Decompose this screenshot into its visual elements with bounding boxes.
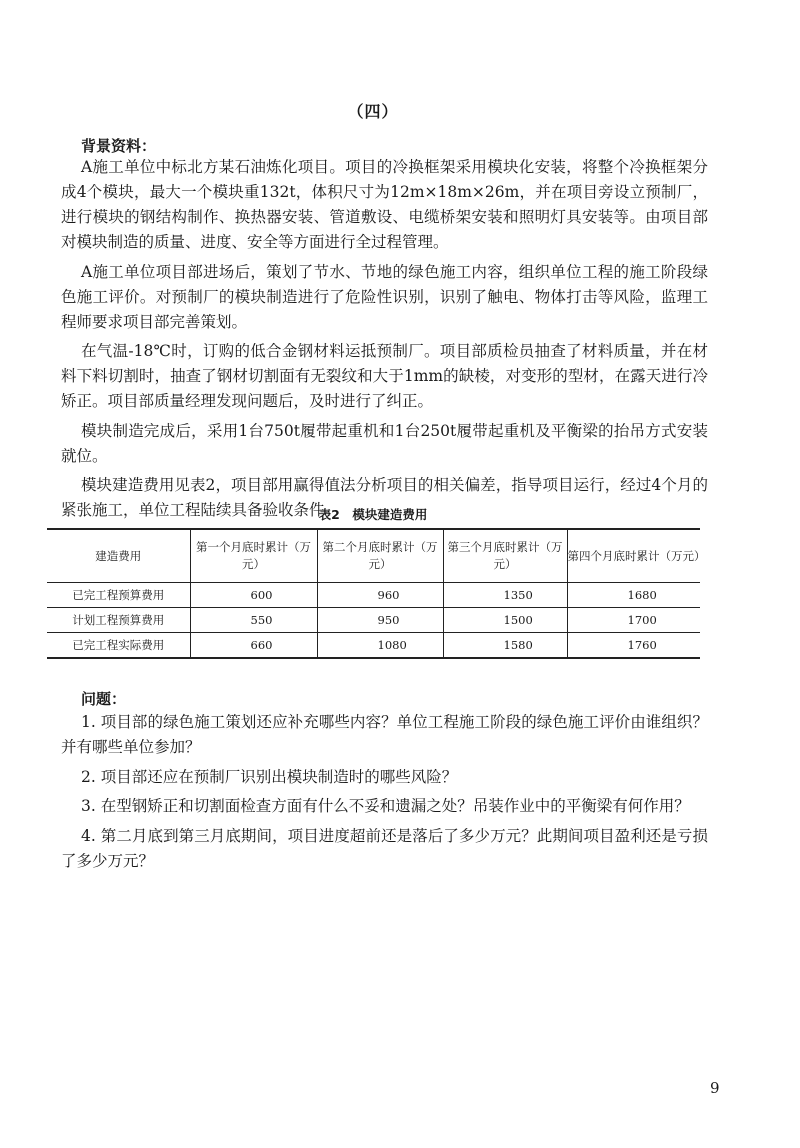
table-header-cell: 第二个月底时累计（万元） [317,529,443,583]
background-heading: 背景资料： [81,137,157,155]
table-cell: 660 [190,633,317,659]
table-cell: 960 [317,583,443,608]
table-cell: 1760 [567,633,700,659]
table-cell: 950 [317,608,443,633]
table-header-cell: 建造费用 [47,529,190,583]
question-item: 1. 项目部的绿色施工策划还应补充哪些内容？单位工程施工阶段的绿色施工评价由谁组织？并有哪些单位参加？ [61,713,708,756]
table-cell: 550 [190,608,317,633]
background-paragraph: 模块制造完成后，采用1台750t履带起重机和1台250t履带起重机及平衡梁的抬吊方式安装就位。 [61,421,708,465]
questions-heading: 问题： [81,690,127,708]
table-header-cell: 第一个月底时累计（万元） [190,529,317,583]
background-body [61,155,708,528]
table-caption: 表2 模块建造费用 [318,507,428,522]
table-cell: 已完工程实际费用 [47,633,190,659]
table-cell: 1350 [443,583,567,608]
table-cell: 1680 [567,583,700,608]
table-row [47,608,700,633]
table-row [47,583,700,608]
table-cell: 1580 [443,633,567,659]
question-item: 2. 项目部还应在预制厂识别出模块制造时的哪些风险？ [81,767,458,786]
table-cell: 1700 [567,608,700,633]
question-item: 3. 在型钢矫正和切割面检查方面有什么不妥和遗漏之处？吊装作业中的平衡梁有何作用？ [81,797,690,815]
cost-table [47,528,706,659]
table-cell: 1080 [317,633,443,659]
table-row [47,633,700,659]
table-cell: 1500 [443,608,567,633]
page-number: 9 [710,1079,720,1097]
table-cell: 600 [190,583,317,608]
background-paragraph: A施工单位中标北方某石油炼化项目。项目的冷换框架采用模块化安装，将整个冷换框架分成4个模块，最大一个模块重132t，体积尺寸为12m×18m×26m，并在项目旁设立预制厂，进行模块的钢结构制作、换热器安装、管道敷设、电缆桥架安装和照明灯具安装等。由项目部对模块制造的质量、进度、安全等方面进行全过程管理。 [61,158,708,251]
section-title: （四） [347,102,399,121]
question-item: 4. 第二月底到第三月底期间，项目进度超前还是落后了多少万元？此期间项目盈利还是亏损了多少万元？ [61,826,708,870]
background-paragraph: 在气温-18℃时，订购的低合金钢材料运抵预制厂。项目部质检员抽查了材料质量，并在材料下料切割时，抽查了钢材切割面有无裂纹和大于1mm的缺棱，对变形的型材，在露天进行冷矫正。项目部质量经理发现问题后，及时进行了纠正。 [61,342,708,410]
table-cell: 已完工程预算费用 [47,583,190,608]
background-paragraph: 模块建造费用见表2，项目部用赢得值法分析项目的相关偏差，指导项目运行，经过4个月的紧张施工，单位工程陆续具备验收条件。 [61,476,708,519]
table-cell: 计划工程预算费用 [47,608,190,633]
table-header-row [47,529,700,583]
background-paragraph: A施工单位项目部进场后，策划了节水、节地的绿色施工内容，组织单位工程的施工阶段绿色施工评价。对预制厂的模块制造进行了危险性识别，识别了触电、物体打击等风险，监理工程师要求项目部完善策划。 [61,262,708,331]
table-header-cell: 第四个月底时累计（万元） [567,529,700,583]
table-header-cell: 第三个月底时累计（万元） [443,529,567,583]
questions-body [61,710,708,878]
